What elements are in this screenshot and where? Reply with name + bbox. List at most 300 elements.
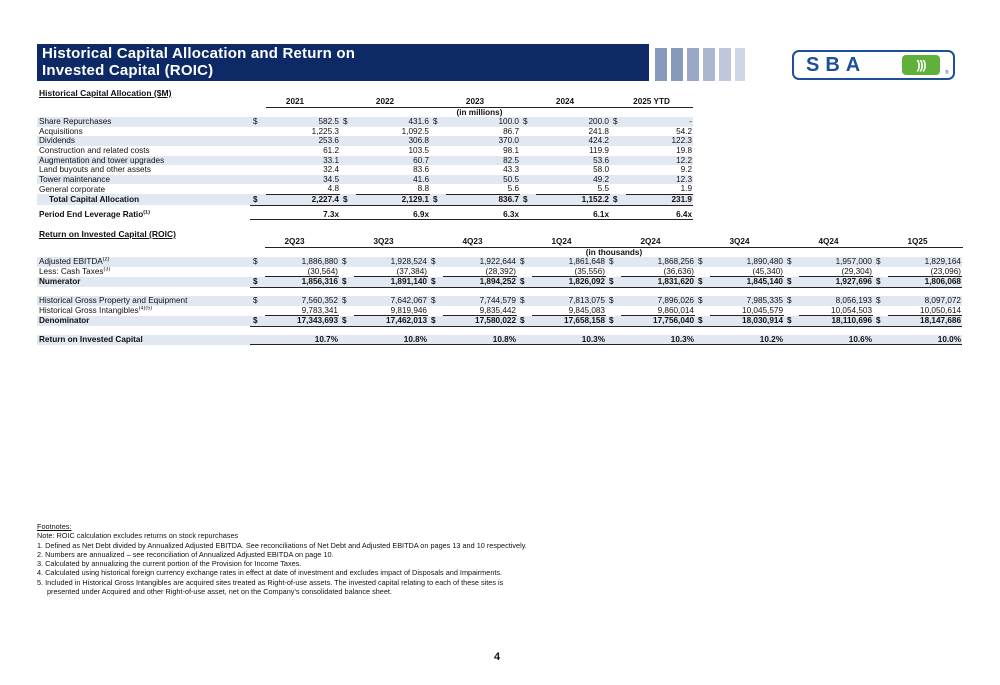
signal-icon: )))	[902, 55, 940, 75]
roic-unit-row	[37, 247, 963, 257]
currency-symbol	[520, 165, 536, 175]
cash-taxes-row	[37, 267, 963, 277]
currency-symbol	[430, 165, 446, 175]
value-cell: 253.6	[266, 136, 340, 146]
footnote-line: presented under Acquired and other Right-of-use asset, net on the Company's consolidated balance sheet.	[47, 587, 392, 597]
currency-symbol	[784, 335, 799, 345]
currency-symbol: $	[873, 296, 888, 306]
currency-symbol	[873, 267, 888, 277]
value-cell: 1,831,620	[621, 277, 695, 288]
value-cell: 12.2	[626, 156, 693, 166]
roic-section-title: Return on Invested Capital (ROIC)	[39, 229, 176, 239]
currency-symbol	[606, 306, 621, 316]
row-label-text: Share Repurchases	[39, 117, 112, 127]
leverage-row	[37, 210, 693, 220]
currency-symbol	[610, 184, 626, 194]
value-cell: 10.3%	[532, 335, 606, 345]
footnotes-title: Footnotes:	[37, 522, 72, 531]
currency-symbol	[606, 335, 621, 345]
table-row	[37, 117, 693, 127]
roic-header-row	[37, 237, 963, 247]
row-label	[37, 306, 250, 316]
currency-symbol	[250, 146, 266, 156]
value-cell: 7.3x	[266, 210, 340, 220]
value-cell: 19.8	[676, 145, 692, 155]
value-cell: 12.3	[626, 175, 693, 185]
currency-symbol: $	[610, 117, 626, 127]
currency-symbol	[428, 306, 443, 316]
alloc-section-title: Historical Capital Allocation ($M)	[39, 88, 172, 98]
logo-text: SBA	[806, 54, 867, 76]
row-label-text: Period End Leverage Ratio	[39, 209, 144, 219]
unit-spacer	[250, 107, 266, 117]
column-header: 3Q23	[373, 237, 394, 246]
value-cell: 6.1x	[536, 210, 610, 220]
value-cell: 10.8%	[443, 335, 517, 345]
value-cell: 5.5	[536, 184, 610, 194]
value-cell: 7,642,067	[354, 296, 428, 306]
currency-symbol: $	[339, 296, 354, 306]
value-cell: 6.4x	[626, 210, 693, 220]
table-row	[37, 136, 693, 146]
cell-spacer	[250, 210, 266, 220]
value-cell: 119.9	[589, 145, 609, 155]
value-cell: 32.4	[323, 165, 339, 175]
currency-symbol	[430, 175, 446, 185]
currency-symbol: $	[430, 117, 446, 127]
currency-symbol	[250, 175, 266, 185]
row-label-text: Dividends	[39, 136, 75, 146]
column-header: 2Q23	[284, 237, 305, 246]
currency-symbol: $	[606, 257, 621, 267]
value-cell: 1,092.5	[401, 126, 429, 136]
currency-symbol	[610, 165, 626, 175]
currency-symbol: $	[784, 257, 799, 267]
value-cell: 17,658,158	[532, 316, 606, 327]
value-cell: 86.7	[503, 126, 519, 136]
value-cell: 1,826,092	[532, 277, 606, 288]
value-cell: 1,890,480	[710, 257, 784, 267]
row-label	[37, 136, 250, 146]
value-cell: 8,056,193	[799, 296, 873, 306]
footnote-line: 1. Defined as Net Debt divided by Annualized Adjusted EBITDA. See reconciliations of Net Debt and Adjusted EBITDA on pages 13 and 10 respectively.	[37, 540, 527, 550]
row-label	[37, 117, 250, 127]
value-cell: 17,343,693	[265, 316, 339, 327]
row-label	[37, 335, 250, 345]
value-cell: 1,225.3	[311, 126, 339, 136]
value-cell: 1,886,880	[265, 257, 339, 267]
value-cell: 83.6	[413, 165, 429, 175]
currency-symbol	[250, 127, 266, 137]
spacer-row	[37, 326, 963, 335]
currency-symbol	[517, 335, 532, 345]
value-cell: 82.5	[446, 156, 520, 166]
row-label-text: Historical Gross Property and Equipment	[39, 295, 188, 305]
currency-symbol: $	[430, 194, 446, 205]
currency-symbol	[873, 306, 888, 316]
title-banner	[37, 44, 649, 81]
column-header: 2024	[555, 97, 575, 106]
value-cell: 241.8	[588, 126, 609, 136]
currency-symbol: $	[339, 257, 354, 267]
value-cell: 582.5	[266, 117, 340, 127]
value-cell: 7,896,026	[621, 296, 695, 306]
value-cell: 10.8%	[354, 335, 428, 345]
currency-symbol	[520, 184, 536, 194]
value-cell: 7,985,335	[710, 296, 784, 306]
row-label	[37, 267, 250, 277]
currency-symbol: $	[517, 316, 532, 327]
cell-spacer	[340, 210, 356, 220]
currency-symbol: $	[428, 296, 443, 306]
value-cell: 9,860,014	[621, 306, 695, 316]
column-header: 2021	[285, 97, 305, 106]
row-label	[37, 210, 250, 220]
value-cell: 6.9x	[356, 210, 430, 220]
currency-symbol	[250, 306, 265, 316]
currency-symbol: $	[695, 316, 710, 327]
trademark-mark: ®	[945, 70, 949, 76]
value-cell: 10.7%	[265, 335, 339, 345]
value-cell: 10.6%	[799, 335, 873, 345]
currency-symbol	[784, 306, 799, 316]
footnotes	[37, 522, 527, 596]
value-cell: 50.5	[446, 175, 520, 185]
value-cell: 431.6	[356, 117, 430, 127]
currency-symbol: $	[250, 117, 266, 127]
column-header: 2025 YTD	[633, 97, 670, 106]
currency-symbol	[610, 175, 626, 185]
row-label-text: Augmentation and tower upgrades	[39, 155, 165, 165]
value-cell: 2,227.4	[266, 194, 340, 205]
currency-symbol: $	[428, 316, 443, 327]
currency-symbol: $	[606, 316, 621, 327]
value-cell: 8,097,072	[888, 296, 962, 306]
row-label-text: Denominator	[39, 316, 90, 326]
value-cell: 7,744,579	[443, 296, 517, 306]
value-cell: 1,894,252	[443, 277, 517, 288]
value-cell: 61.2	[323, 145, 339, 155]
currency-symbol	[340, 175, 356, 185]
value-cell: 1.9	[626, 184, 693, 194]
value-cell: 1,928,524	[354, 257, 428, 267]
currency-symbol	[430, 146, 446, 156]
footnote-ref: (4)(5)	[138, 305, 153, 312]
row-label-text: Return on Invested Capital	[39, 335, 143, 344]
currency-symbol	[340, 146, 356, 156]
currency-symbol	[695, 306, 710, 316]
table-row	[37, 156, 693, 166]
value-cell: 34.5	[266, 175, 340, 185]
currency-symbol	[695, 267, 710, 277]
value-cell: 9.2	[680, 165, 692, 175]
value-cell: 33.1	[266, 156, 340, 166]
value-cell: 1,922,644	[443, 257, 517, 267]
value-cell: 103.5	[408, 145, 429, 155]
decorative-bar	[703, 48, 715, 81]
row-label-text: Historical Gross Intangibles	[39, 305, 139, 315]
unit-label: (in millions)	[266, 107, 693, 117]
value-cell: (35,556)	[532, 267, 606, 277]
row-label	[37, 316, 250, 327]
numerator-row	[37, 277, 963, 288]
footnote-line: 3. Calculated by annualizing the current portion of the Provision for Income Taxes.	[37, 559, 302, 569]
row-label	[37, 175, 250, 185]
value-cell: (37,384)	[354, 267, 428, 277]
column-header: 2Q24	[640, 237, 661, 246]
value-cell: 41.6	[356, 175, 430, 185]
column-header: 1Q24	[551, 237, 572, 246]
table-row	[37, 146, 693, 156]
cell-spacer	[520, 210, 536, 220]
value-cell: 7,560,352	[265, 296, 339, 306]
currency-symbol	[250, 267, 265, 277]
value-cell: 9,783,341	[265, 306, 339, 316]
currency-symbol	[610, 136, 626, 146]
currency-symbol	[606, 267, 621, 277]
denominator-row	[37, 316, 963, 327]
currency-symbol: $	[606, 277, 621, 288]
value-cell: 424.2	[536, 136, 610, 146]
currency-symbol	[520, 136, 536, 146]
value-cell: 10.3%	[621, 335, 695, 345]
value-cell: 17,580,022	[443, 316, 517, 327]
alloc-unit-row	[37, 107, 693, 117]
currency-symbol	[340, 136, 356, 146]
currency-symbol: $	[873, 316, 888, 327]
currency-symbol: $	[695, 257, 710, 267]
spacer-row	[37, 287, 963, 296]
currency-symbol: $	[517, 296, 532, 306]
value-cell: 1,927,696	[799, 277, 873, 288]
value-cell: (30,564)	[265, 267, 339, 277]
value-cell: 1,856,316	[265, 277, 339, 288]
currency-symbol	[873, 335, 888, 345]
currency-symbol	[340, 156, 356, 166]
decorative-bar	[687, 48, 699, 81]
value-cell: 7,813,075	[532, 296, 606, 306]
column-header: 4Q24	[818, 237, 839, 246]
currency-symbol	[610, 156, 626, 166]
currency-symbol: $	[695, 296, 710, 306]
value-cell: 5.6	[446, 184, 520, 194]
currency-symbol	[250, 156, 266, 166]
page-number: 4	[494, 651, 501, 663]
footnote-line: 2. Numbers are annualized – see reconciliation of Annualized Adjusted EBITDA on page 10.	[37, 549, 334, 559]
currency-symbol: $	[250, 194, 266, 205]
value-cell: 8.8	[356, 184, 430, 194]
value-cell: 836.7	[446, 194, 520, 205]
currency-symbol	[517, 267, 532, 277]
value-cell: 4.8	[266, 184, 340, 194]
total-row	[37, 194, 693, 205]
ebitda-row	[37, 257, 963, 267]
currency-symbol: $	[250, 296, 265, 306]
row-label	[37, 165, 250, 175]
column-header: 3Q24	[729, 237, 750, 246]
value-cell: 200.0	[536, 117, 610, 127]
value-cell: 10,050,614	[888, 306, 962, 316]
footnote-line: Note: ROIC calculation excludes returns on stock repurchases	[37, 531, 239, 541]
column-header: 1Q25	[907, 237, 928, 246]
cell-spacer	[430, 210, 446, 220]
gross-intangibles-row	[37, 306, 963, 316]
value-cell: 6.3x	[446, 210, 520, 220]
column-header: 2023	[465, 97, 485, 106]
value-cell: 2,129.1	[356, 194, 430, 205]
currency-symbol: $	[517, 277, 532, 288]
value-cell: 1,868,256	[621, 257, 695, 267]
currency-symbol: $	[339, 277, 354, 288]
value-cell: 10.2%	[710, 335, 784, 345]
value-cell: 306.8	[356, 136, 430, 146]
value-cell: 18,110,696	[799, 316, 873, 327]
decorative-bar	[671, 48, 683, 81]
footnote-line: 4. Calculated using historical foreign currency exchange rates in effect at date of investment and excludes impact of Disposals and Impairments.	[37, 568, 503, 578]
currency-symbol	[695, 335, 710, 345]
currency-symbol	[250, 165, 266, 175]
currency-symbol	[250, 184, 266, 194]
currency-symbol: $	[784, 277, 799, 288]
currency-symbol	[430, 136, 446, 146]
row-label-text: Total Capital Allocation	[49, 194, 140, 204]
footnote-ref: (1)	[143, 209, 150, 216]
currency-symbol: $	[340, 117, 356, 127]
currency-symbol: $	[428, 257, 443, 267]
row-label-text: Construction and related costs	[39, 145, 150, 155]
value-cell: (28,392)	[443, 267, 517, 277]
value-cell: 370.0	[446, 136, 520, 146]
currency-symbol: $	[520, 117, 536, 127]
value-cell: 1,891,140	[354, 277, 428, 288]
currency-symbol	[250, 136, 266, 146]
value-cell: 1,861,648	[532, 257, 606, 267]
currency-symbol	[339, 335, 354, 345]
row-label	[37, 127, 250, 137]
currency-symbol	[517, 306, 532, 316]
currency-symbol	[520, 127, 536, 137]
value-cell: 58.0	[593, 165, 609, 175]
value-cell: -	[626, 117, 693, 127]
currency-symbol	[340, 165, 356, 175]
currency-symbol: $	[250, 257, 265, 267]
value-cell: 10,045,579	[710, 306, 784, 316]
currency-symbol	[520, 156, 536, 166]
currency-symbol: $	[520, 194, 536, 205]
currency-symbol: $	[428, 277, 443, 288]
value-cell: 1,829,164	[888, 257, 962, 267]
page-title: Historical Capital Allocation and Return on Invested Capital (ROIC)	[42, 45, 356, 79]
footnote-line: 5. Included in Historical Gross Intangibles are acquired sites treated as Right-of-use assets. The invested capital relating to each of these sites is	[37, 577, 504, 587]
row-label-text: Tower maintenance	[39, 174, 110, 184]
currency-symbol: $	[610, 194, 626, 205]
row-label	[37, 156, 250, 166]
currency-symbol	[340, 184, 356, 194]
currency-symbol	[250, 335, 265, 345]
currency-symbol: $	[339, 316, 354, 327]
gross-ppe-row	[37, 296, 963, 306]
unit-label: (in thousands)	[265, 247, 963, 257]
currency-symbol	[430, 127, 446, 137]
value-cell: 53.6	[536, 156, 610, 166]
row-label	[37, 194, 250, 205]
value-cell: 54.2	[676, 126, 692, 136]
value-cell: 17,756,040	[621, 316, 695, 327]
value-cell: 100.0	[446, 117, 520, 127]
row-label-text: Less: Cash Taxes	[39, 267, 104, 277]
header-spacer	[37, 97, 250, 107]
row-label	[37, 184, 250, 194]
row-label-text: General corporate	[39, 184, 105, 194]
table-row	[37, 184, 693, 194]
currency-symbol	[784, 267, 799, 277]
currency-symbol	[339, 267, 354, 277]
table-row	[37, 165, 693, 175]
row-label-text: Land buyouts and other assets	[39, 165, 151, 175]
value-cell: 18,147,686	[888, 316, 962, 327]
value-cell: 10,054,503	[799, 306, 873, 316]
unit-spacer	[37, 247, 250, 257]
currency-symbol	[520, 175, 536, 185]
value-cell: 60.7	[356, 156, 430, 166]
value-cell: 43.3	[503, 165, 519, 175]
currency-symbol: $	[784, 316, 799, 327]
currency-symbol	[430, 184, 446, 194]
row-label	[37, 277, 250, 288]
column-header: 4Q23	[462, 237, 483, 246]
decorative-bar	[719, 48, 731, 81]
currency-symbol: $	[250, 316, 265, 327]
table-row	[37, 127, 693, 137]
currency-symbol: $	[606, 296, 621, 306]
currency-symbol: $	[250, 277, 265, 288]
value-cell: 49.2	[536, 175, 610, 185]
value-cell: 1,806,068	[888, 277, 962, 288]
column-header: 2022	[375, 97, 395, 106]
row-label-text: Acquisitions	[39, 126, 83, 136]
value-cell: (29,304)	[799, 267, 873, 277]
decorative-bar	[655, 48, 667, 81]
capital-allocation-table	[37, 97, 693, 220]
row-label	[37, 296, 250, 306]
row-label-text: Adjusted EBITDA	[39, 257, 103, 267]
currency-symbol	[340, 127, 356, 137]
value-cell: (23,096)	[888, 267, 962, 277]
currency-symbol	[430, 156, 446, 166]
value-cell: 18,030,914	[710, 316, 784, 327]
value-cell: 9,845,083	[532, 306, 606, 316]
value-cell: 231.9	[626, 194, 693, 205]
currency-symbol: $	[873, 257, 888, 267]
currency-symbol: $	[695, 277, 710, 288]
value-cell: 1,845,140	[710, 277, 784, 288]
value-cell: 1,152.2	[536, 194, 610, 205]
currency-symbol	[428, 335, 443, 345]
currency-symbol	[428, 267, 443, 277]
footnote-ref: (2)	[102, 257, 110, 263]
value-cell: (36,636)	[621, 267, 695, 277]
value-cell: 98.1	[503, 145, 519, 155]
roic-table	[37, 237, 963, 345]
currency-symbol: $	[784, 296, 799, 306]
header-spacer	[37, 237, 250, 247]
footnote-ref: (3)	[103, 266, 111, 273]
value-cell: (45,340)	[710, 267, 784, 277]
value-cell: 9,835,442	[443, 306, 517, 316]
currency-symbol: $	[340, 194, 356, 205]
alloc-header-row	[37, 97, 693, 107]
currency-symbol	[339, 306, 354, 316]
